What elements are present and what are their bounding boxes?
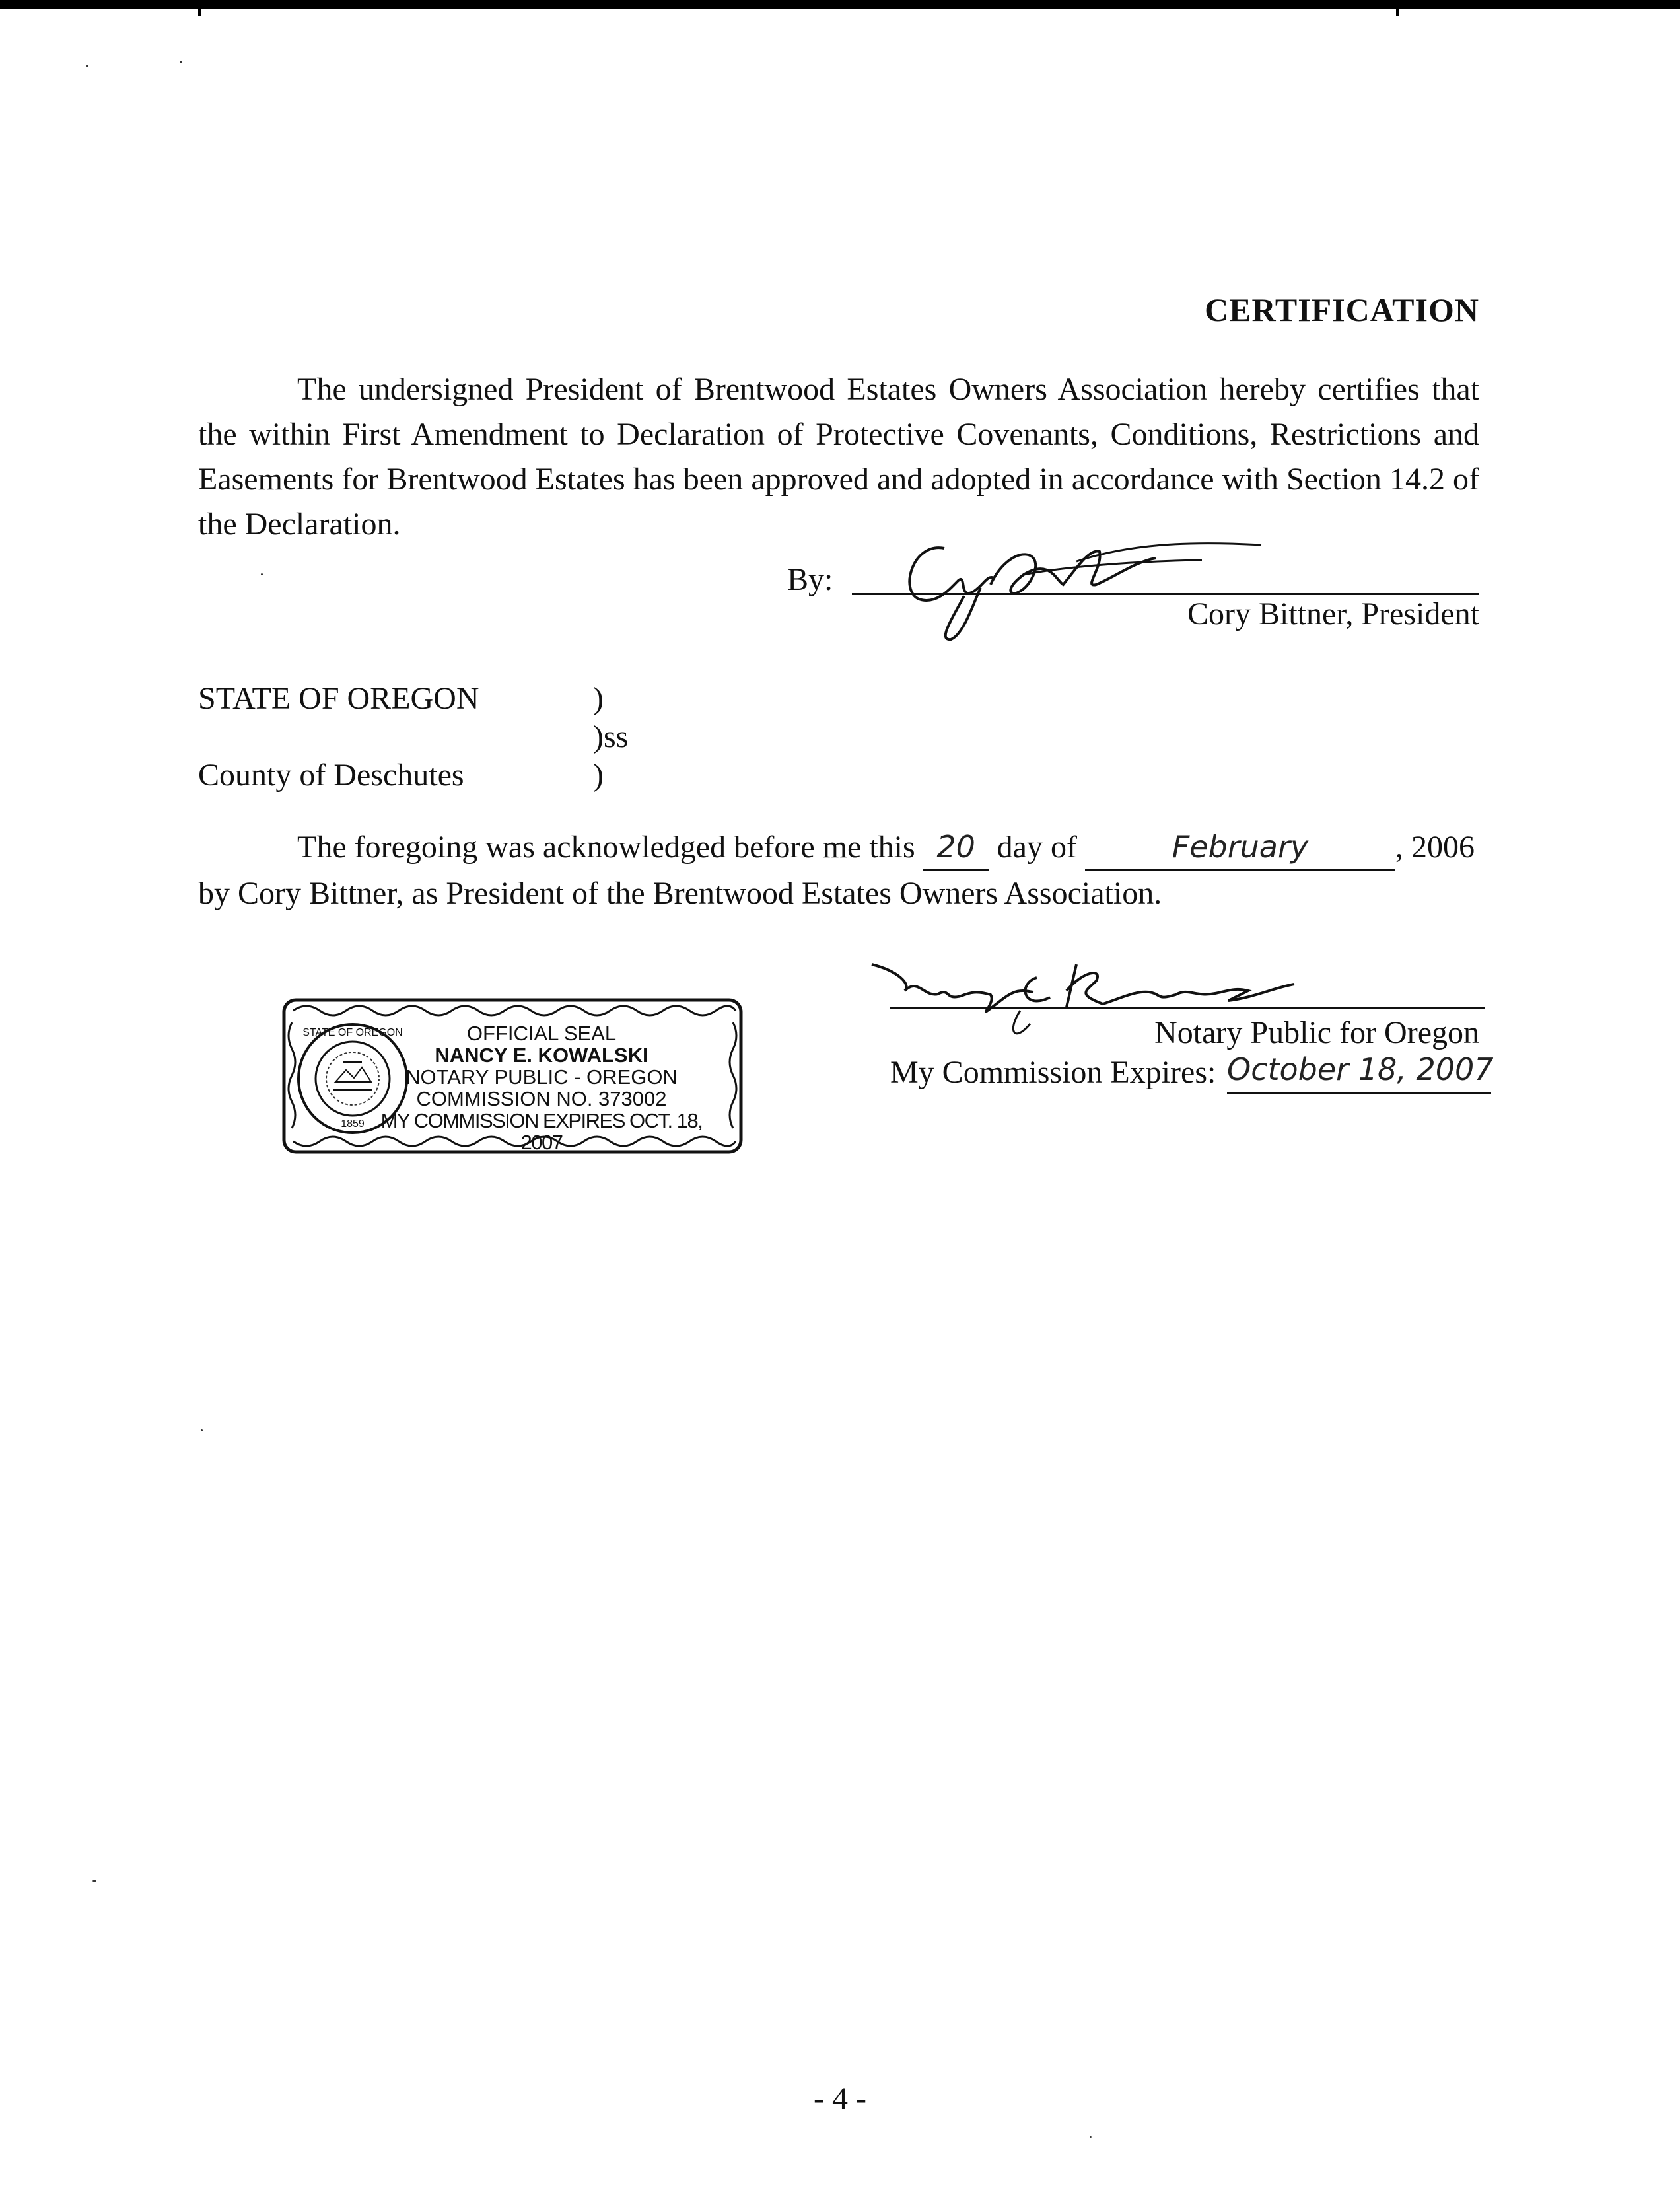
- seal-commission-expiry: MY COMMISSION EXPIRES OCT. 18, 2007: [380, 1109, 703, 1154]
- certification-body: The undersigned President of Brentwood Estates Owners Association hereby certifies that the within First Amendment to Declaration of Protective Covenants, Conditions, Restrictions and Easements for Brentwood Estates has been approved and adopted in accordance with Section 14.2 of the Declaration.: [198, 372, 1479, 542]
- commission-expires-value: October 18, 2007: [1227, 1052, 1494, 1087]
- seal-emblem-year: 1859: [341, 1118, 365, 1129]
- ack-text: day of: [997, 830, 1077, 865]
- scan-speck: [92, 1880, 96, 1882]
- seal-emblem-ring-text: STATE OF OREGON: [302, 1027, 403, 1038]
- notary-title: Notary Public for Oregon: [1154, 1015, 1479, 1050]
- seal-line: NOTARY PUBLIC - OREGON: [405, 1065, 678, 1089]
- venue-paren: ): [593, 681, 604, 716]
- venue-paren: ): [593, 758, 604, 793]
- ack-text: , 2006: [1395, 830, 1475, 865]
- notary-signature-line: [890, 1007, 1485, 1009]
- ack-day-value: 20: [923, 824, 989, 871]
- page-number: - 4 -: [814, 2081, 866, 2116]
- scan-tick-mark: [198, 9, 201, 16]
- signer-name-title: Cory Bittner, President: [1187, 596, 1479, 631]
- scan-top-border: [0, 0, 1680, 9]
- scan-tick-mark: [1396, 9, 1399, 16]
- ack-month-value: February: [1085, 824, 1395, 871]
- venue-county: County of Deschutes: [198, 758, 464, 793]
- scan-speck: [86, 65, 88, 67]
- seal-notary-name: NANCY E. KOWALSKI: [435, 1044, 648, 1067]
- certification-heading: CERTIFICATION: [1205, 291, 1479, 328]
- commission-expires-line: [1227, 1092, 1491, 1094]
- ack-text: by Cory Bittner, as President of the Brentwood Estates Owners Association.: [198, 876, 1162, 911]
- scan-speck: [1090, 2136, 1092, 2138]
- acknowledgment-paragraph: [198, 824, 1479, 916]
- seal-line: OFFICIAL SEAL: [466, 1022, 617, 1045]
- ack-text: The foregoing was acknowledged before me this: [297, 830, 915, 865]
- signature-line: [852, 593, 1479, 595]
- seal-text-block: [370, 1022, 713, 1153]
- commission-expires-label: My Commission Expires:: [890, 1055, 1216, 1090]
- scan-speck: [261, 573, 263, 575]
- scan-speck: [180, 61, 182, 63]
- venue-state: STATE OF OREGON: [198, 681, 479, 716]
- by-label: By:: [787, 562, 833, 597]
- seal-commission-number: COMMISSION NO. 373002: [416, 1087, 667, 1110]
- scan-speck: [201, 1429, 203, 1431]
- venue-paren-ss: )ss: [593, 719, 629, 754]
